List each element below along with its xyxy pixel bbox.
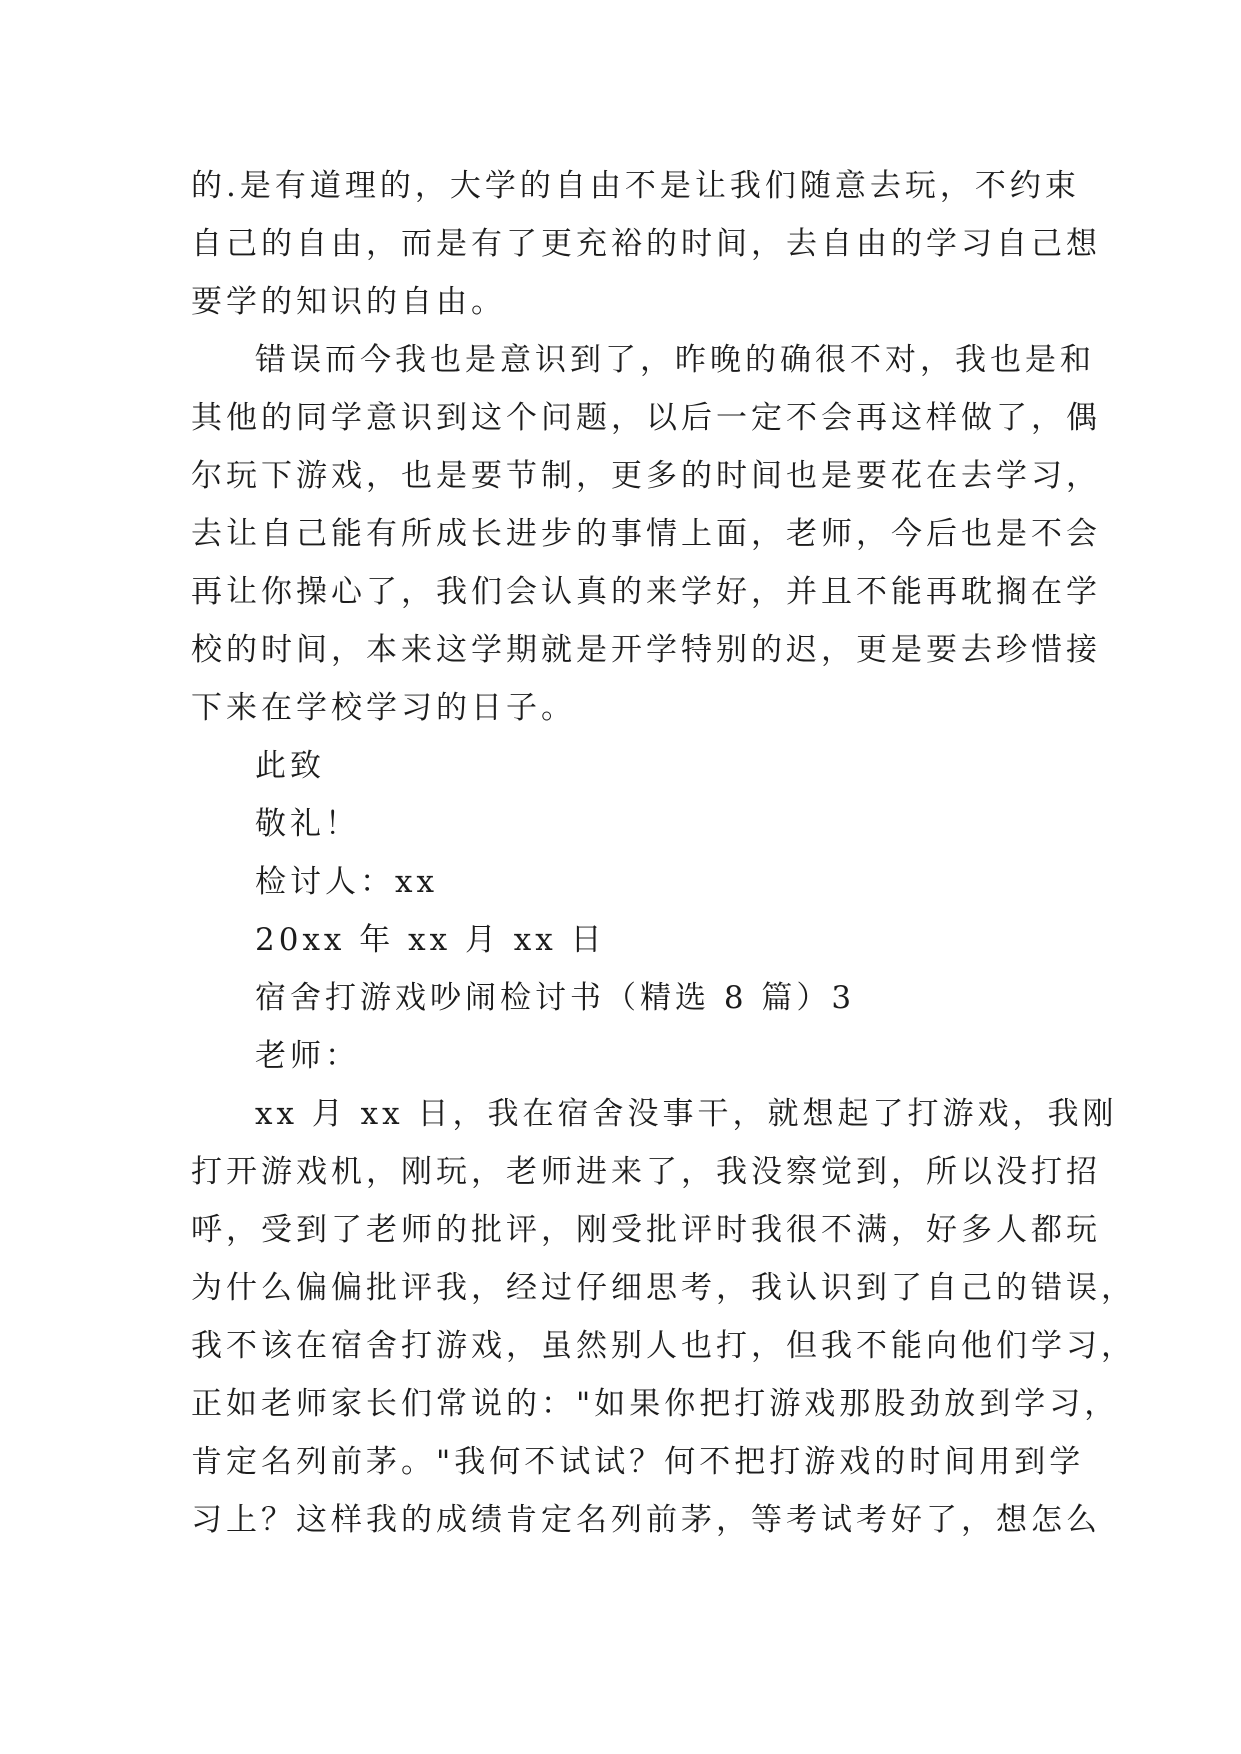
text-line: 肯定名列前茅。"我何不试试？何不把打游戏的时间用到学	[191, 1444, 1085, 1480]
text-line: 再让你操心了，我们会认真的来学好，并且不能再耽搁在学	[191, 574, 1101, 610]
text-line: 呼，受到了老师的批评，刚受批评时我很不满，好多人都玩	[191, 1212, 1101, 1248]
document-body	[191, 157, 1136, 1549]
text-line: 校的时间，本来这学期就是开学特别的迟，更是要去珍惜接	[191, 632, 1101, 668]
text-line: 我不该在宿舍打游戏，虽然别人也打，但我不能向他们学习，	[191, 1328, 1136, 1364]
text-line: 去让自己能有所成长进步的事情上面，老师，今后也是不会	[191, 516, 1101, 552]
letter-greeting: 老师：	[255, 1038, 360, 1074]
text-line: 错误而今我也是意识到了，昨晚的确很不对，我也是和	[255, 342, 1095, 378]
text-line: 下来在学校学习的日子。	[191, 690, 576, 726]
signature-author: 检讨人：xx	[255, 864, 438, 900]
section-title: 宿舍打游戏吵闹检讨书（精选 8 篇）3	[255, 980, 856, 1016]
text-line: 自己的自由，而是有了更充裕的时间，去自由的学习自己想	[191, 226, 1101, 262]
closing-regards: 敬礼！	[255, 806, 360, 842]
text-line: 正如老师家长们常说的："如果你把打游戏那股劲放到学习，	[191, 1386, 1120, 1422]
text-line: xx 月 xx 日，我在宿舍没事干，就想起了打游戏，我刚	[255, 1096, 1118, 1132]
text-line: 打开游戏机，刚玩，老师进来了，我没察觉到，所以没打招	[191, 1154, 1101, 1190]
signature-date: 20xx 年 xx 月 xx 日	[255, 922, 606, 958]
text-line: 要学的知识的自由。	[191, 284, 506, 320]
text-line: 的.是有道理的，大学的自由不是让我们随意去玩，不约束	[191, 168, 1080, 204]
closing-salutation: 此致	[255, 748, 325, 784]
text-line: 其他的同学意识到这个问题，以后一定不会再这样做了，偶	[191, 400, 1101, 436]
text-line: 为什么偏偏批评我，经过仔细思考，我认识到了自己的错误，	[191, 1270, 1136, 1306]
text-line: 习上？这样我的成绩肯定名列前茅，等考试考好了，想怎么	[191, 1502, 1101, 1538]
text-line: 尔玩下游戏，也是要节制，更多的时间也是要花在去学习，	[191, 458, 1101, 494]
